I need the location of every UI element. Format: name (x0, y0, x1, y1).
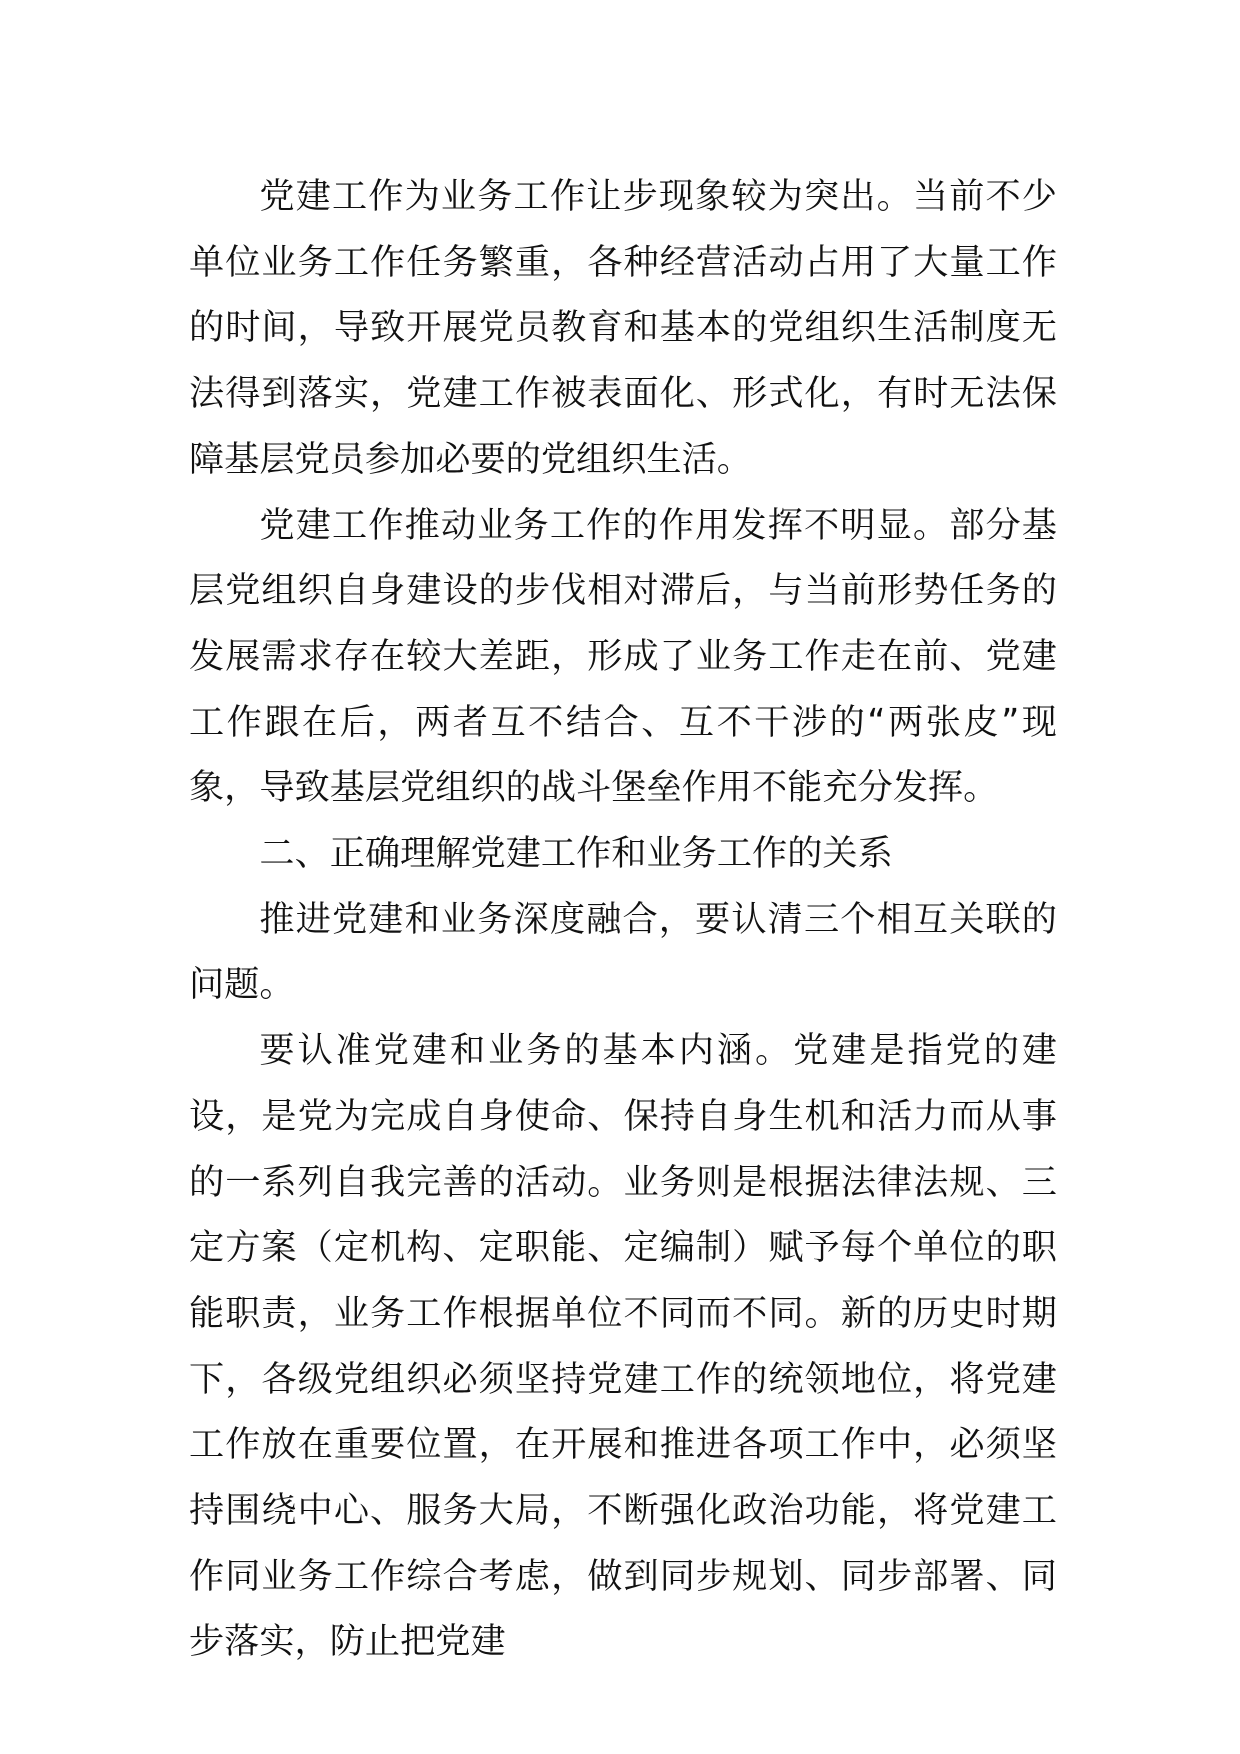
paragraph-basic-connotation: 要认准党建和业务的基本内涵。党建是指党的建设，是党为完成自身使命、保持自身生机和活力而从事的一系列自我完善的活动。业务则是根据法律法规、三定方案（定机构、定职能、定编制）赋予每个单位的职能职责，业务工作根据单位不同而不同。新的历史时期下，各级党组织必须坚持党建工作的统领地位，将党建工作放在重要位置，在开展和推进各项工作中，必须坚持围绕中心、服务大局，不断强化政治功能，将党建工作同业务工作综合考虑，做到同步规划、同步部署、同步落实，防止把党建 (189, 1030, 1057, 1663)
paragraph-role-not-obvious: 党建工作推动业务工作的作用发挥不明显。部分基层党组织自身建设的步伐相对滞后，与当前形势任务的发展需求存在较大差距，形成了业务工作走在前、党建工作跟在后，两者互不结合、互不干涉的“两张皮”现象，导致基层党组织的战斗堡垒作用不能充分发挥。 (189, 504, 1057, 809)
paragraph-party-building-yields: 党建工作为业务工作让步现象较为突出。当前不少单位业务工作任务繁重，各种经营活动占用了大量工作的时间，导致开展党员教育和基本的党组织生活制度无法得到落实，党建工作被表面化、形式化，有时无法保障基层党员参加必要的党组织生活。 (189, 176, 1057, 480)
section-heading-2: 二、正确理解党建工作和业务工作的关系 (259, 833, 893, 875)
paragraph-three-issues: 推进党建和业务深度融合，要认清三个相互关联的问题。 (189, 898, 1057, 1006)
document-body (189, 164, 1057, 1675)
